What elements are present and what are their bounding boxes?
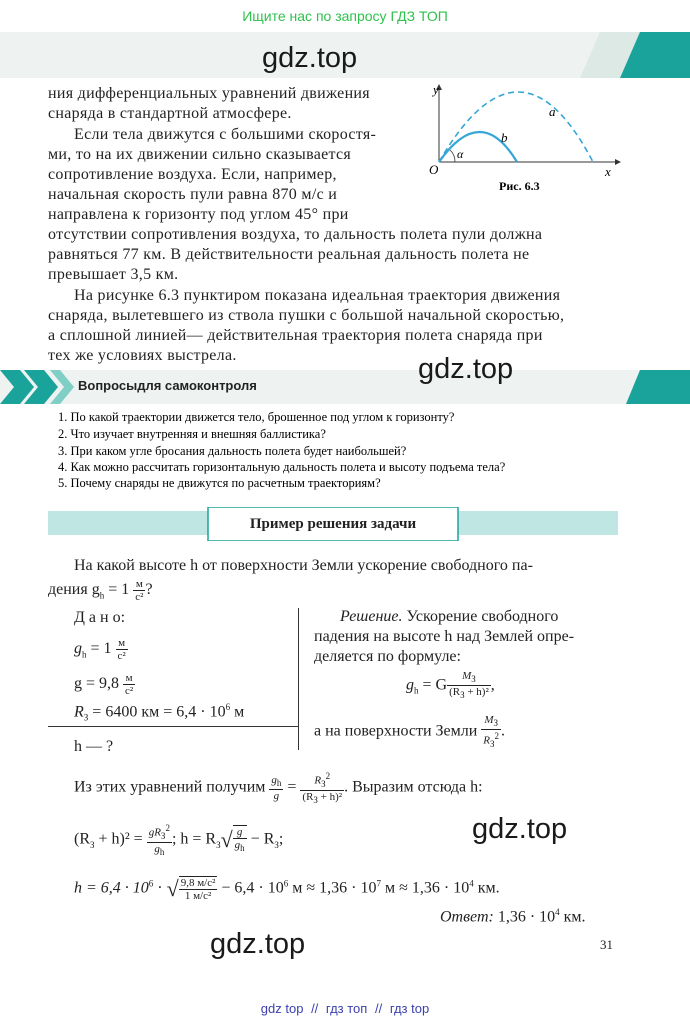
para-line: Если тела движутся с большими скоростя- bbox=[74, 126, 377, 143]
frac-num: 9,8 м/с² bbox=[180, 877, 216, 889]
sub: З bbox=[274, 839, 279, 850]
var: M bbox=[462, 670, 472, 682]
frac-num: м bbox=[133, 578, 145, 591]
sup: 4 bbox=[469, 878, 474, 889]
var: g bbox=[406, 676, 414, 694]
unit-fraction bbox=[133, 578, 145, 603]
frac-num bbox=[233, 826, 247, 839]
list-item: 2. Что изучает внутренняя и внешняя баллистика? bbox=[58, 427, 326, 441]
frac-den bbox=[481, 730, 501, 750]
para-line: сопротивление воздуха. Если, например, bbox=[48, 166, 337, 183]
frac-den bbox=[269, 790, 283, 802]
sup: 6 bbox=[283, 878, 289, 889]
sup: 6 bbox=[225, 702, 231, 712]
questions-header: Вопросыдля самоконтроля bbox=[78, 378, 257, 393]
sub: З bbox=[216, 839, 221, 850]
var: h = 6,4 · 10 bbox=[74, 879, 149, 897]
frac-den bbox=[233, 839, 247, 854]
text: + h)² bbox=[317, 790, 343, 803]
sup: 6 bbox=[148, 878, 154, 889]
frac-num: м bbox=[123, 672, 135, 685]
trajectory-figure bbox=[425, 82, 625, 192]
radius-fraction bbox=[300, 770, 344, 806]
text: ; bbox=[278, 830, 284, 848]
text: = 6400 км = 6,4 · 10 bbox=[88, 703, 226, 721]
watermark-2: gdz.top bbox=[418, 353, 514, 385]
list-item: 1. По какой траектории движется тело, брошенное под углом к горизонту? bbox=[58, 410, 455, 424]
solution-label: Решение. bbox=[340, 608, 403, 625]
sqrt-fraction bbox=[233, 825, 247, 854]
unit-fraction bbox=[116, 637, 128, 662]
frac-den bbox=[147, 843, 172, 858]
given-vertical-divider bbox=[298, 608, 299, 750]
text: + h)² = bbox=[94, 830, 147, 848]
answer-value: 1,36 · 10 bbox=[493, 908, 556, 926]
y-label: y bbox=[433, 82, 439, 97]
example-title: Пример решения задачи bbox=[249, 516, 417, 532]
text: − R bbox=[246, 830, 275, 848]
given-divider bbox=[48, 726, 298, 727]
text: · bbox=[153, 879, 167, 897]
text: Ускорение свободного bbox=[402, 608, 559, 625]
var: R bbox=[74, 703, 84, 721]
text: (R bbox=[74, 830, 90, 848]
sup: 2 bbox=[494, 731, 500, 742]
para-line: равняться 77 км. В действительности реальная дальность полета не bbox=[48, 246, 530, 263]
problem-text: дения g bbox=[48, 581, 100, 599]
para-line: а сплошной линией— действительная траектория полета снаряда при bbox=[48, 327, 543, 344]
text: (R bbox=[302, 790, 314, 803]
var: R bbox=[483, 734, 491, 747]
para-line: превышает 3,5 км. bbox=[48, 266, 179, 283]
var: g bbox=[234, 839, 241, 852]
sub: З bbox=[160, 830, 166, 841]
text: а на поверхности Земли bbox=[314, 722, 482, 740]
sup: 7 bbox=[376, 878, 381, 889]
para-line: начальная скорость пули равна 870 м/с и bbox=[48, 186, 338, 203]
sub: h bbox=[159, 847, 165, 858]
derivation-line-3 bbox=[74, 876, 500, 902]
given-gh bbox=[74, 637, 128, 662]
para-line: На рисунке 6.3 пунктиром показана идеальная траектория движения bbox=[74, 287, 561, 304]
problem-line-1: На какой высоте h от поверхности Земли ускорение свободного па- bbox=[74, 557, 533, 574]
var: g bbox=[273, 790, 280, 803]
x-axis-arrow-icon bbox=[615, 159, 621, 165]
sqrt-icon: √ bbox=[220, 827, 233, 853]
answer-label: Ответ: bbox=[440, 908, 494, 926]
sup: 4 bbox=[555, 907, 560, 917]
frac-num bbox=[447, 670, 491, 686]
footer-link[interactable]: гдз топ bbox=[325, 1001, 368, 1016]
frac-den: с² bbox=[135, 591, 144, 603]
solution-line-1 bbox=[340, 608, 558, 626]
list-item: 4. Как можно рассчитать горизонтальную дальность полета и высоту подъема тела? bbox=[58, 460, 506, 474]
watermark-3: gdz.top bbox=[472, 813, 568, 845]
problem-text: ? bbox=[145, 581, 153, 599]
watermark-4: gdz.top bbox=[210, 928, 306, 960]
solution-line-2: падения на высоте h над Землей опре- bbox=[314, 628, 575, 645]
figure-caption: Рис. 6.3 bbox=[499, 179, 540, 192]
sub: З bbox=[321, 778, 326, 789]
angle-label: α bbox=[457, 147, 464, 161]
para-line: тех же условиях выстрела. bbox=[48, 347, 237, 364]
grad-fraction bbox=[147, 822, 172, 858]
footer bbox=[0, 1001, 690, 1016]
var: g bbox=[236, 826, 243, 839]
sqrt-icon: √ bbox=[166, 876, 179, 901]
frac-num bbox=[481, 714, 501, 730]
given-find: h — ? bbox=[74, 738, 114, 755]
mass-fraction bbox=[447, 670, 491, 701]
frac-num bbox=[300, 770, 344, 791]
var: g bbox=[154, 842, 160, 855]
top-banner[interactable]: Ищите нас по запросу ГДЗ ТОП bbox=[242, 8, 448, 24]
text: ; h = R bbox=[171, 830, 217, 848]
sup: 2 bbox=[325, 771, 331, 781]
sub: h bbox=[276, 778, 282, 789]
sub: З bbox=[493, 718, 499, 729]
curve-a-label: a bbox=[549, 104, 556, 119]
var: g bbox=[74, 640, 82, 658]
answer-unit: км. bbox=[559, 908, 586, 926]
text: = bbox=[283, 778, 301, 796]
sub: h bbox=[240, 843, 245, 854]
watermark-1: gdz.top bbox=[262, 42, 358, 74]
page-number: 31 bbox=[600, 937, 613, 952]
unit-fraction bbox=[123, 672, 135, 697]
frac-num bbox=[147, 822, 172, 843]
para-line: ми, то на их движении сильно сказывается bbox=[48, 146, 352, 163]
text: = G bbox=[418, 676, 448, 694]
text: м bbox=[230, 703, 245, 721]
problem-text: = 1 bbox=[104, 581, 134, 599]
frac-num: м bbox=[116, 637, 128, 650]
text: = 1 bbox=[86, 640, 116, 658]
text: (R bbox=[449, 686, 461, 699]
footer-link[interactable]: gdz top bbox=[260, 1001, 304, 1016]
footer-separator: // bbox=[311, 1001, 319, 1016]
footer-link[interactable]: гдз top bbox=[389, 1001, 430, 1016]
angle-arc bbox=[450, 150, 455, 162]
sub: З bbox=[83, 712, 89, 723]
answer bbox=[440, 907, 586, 926]
problem-line-2 bbox=[48, 578, 153, 603]
origin-label: O bbox=[429, 162, 439, 177]
sqrt-fraction bbox=[179, 876, 218, 902]
solution-line-4 bbox=[314, 714, 505, 750]
var: M bbox=[484, 714, 494, 726]
frac-num bbox=[269, 774, 283, 790]
text: м ≈ 1,36 · 10 bbox=[288, 879, 377, 897]
sub: h bbox=[99, 590, 105, 601]
given-r bbox=[74, 702, 244, 723]
frac-den: 1 м/с² bbox=[184, 890, 212, 902]
frac-den: с² bbox=[125, 685, 134, 697]
text: км. bbox=[473, 879, 500, 897]
frac-den bbox=[447, 686, 491, 701]
footer-separator: // bbox=[374, 1001, 383, 1016]
solution-line-3: деляется по формуле: bbox=[314, 648, 461, 665]
sub: З bbox=[471, 674, 476, 685]
text: . bbox=[501, 722, 506, 740]
text: g = 9,8 bbox=[74, 675, 124, 693]
var: g bbox=[271, 773, 277, 786]
sub: h bbox=[414, 685, 419, 696]
var: R bbox=[314, 774, 322, 787]
para-line: ния дифференциальных уравнений движения bbox=[48, 85, 370, 102]
sub: З bbox=[490, 739, 495, 750]
given-g bbox=[74, 672, 135, 697]
para-line: направлена к горизонту под углом 45° при bbox=[48, 206, 349, 223]
derivation-line-2 bbox=[74, 822, 283, 858]
frac-den: с² bbox=[117, 650, 126, 662]
curve-b-label: b bbox=[501, 130, 508, 145]
derivation-line-1 bbox=[74, 770, 483, 806]
surface-fraction bbox=[481, 714, 501, 750]
text: − 6,4 · 10 bbox=[217, 879, 284, 897]
frac-den bbox=[300, 791, 344, 806]
sub: З bbox=[90, 839, 95, 850]
formula-gh bbox=[406, 670, 495, 701]
para-line: снаряда, вылетевшего из ствола пушки с большой начальной скоростью, bbox=[48, 307, 565, 324]
sub: З bbox=[460, 690, 465, 701]
list-item: 3. При каком угле бросания дальность полета будет наибольшей? bbox=[58, 444, 407, 458]
para-line: отсутствии сопротивления воздуха, то дальность полета пули должна bbox=[48, 226, 543, 243]
text: + h)² bbox=[464, 686, 489, 699]
sub: З bbox=[313, 795, 318, 806]
var: gR bbox=[148, 826, 161, 839]
text: . Выразим отсюда h: bbox=[344, 778, 483, 796]
ratio-fraction bbox=[269, 774, 283, 802]
list-item: 5. Почему снаряды не движутся по расчетным траекториям? bbox=[58, 476, 381, 490]
para-line: снаряда в стандартной атмосфере. bbox=[48, 105, 292, 122]
sup: 2 bbox=[165, 823, 170, 833]
x-label: x bbox=[605, 164, 611, 179]
given-label: Д а н о: bbox=[74, 609, 126, 626]
text: Из этих уравнений получим bbox=[74, 778, 270, 796]
text: , bbox=[490, 676, 495, 694]
sub: h bbox=[82, 649, 87, 660]
text: м ≈ 1,36 · 10 bbox=[381, 879, 470, 897]
